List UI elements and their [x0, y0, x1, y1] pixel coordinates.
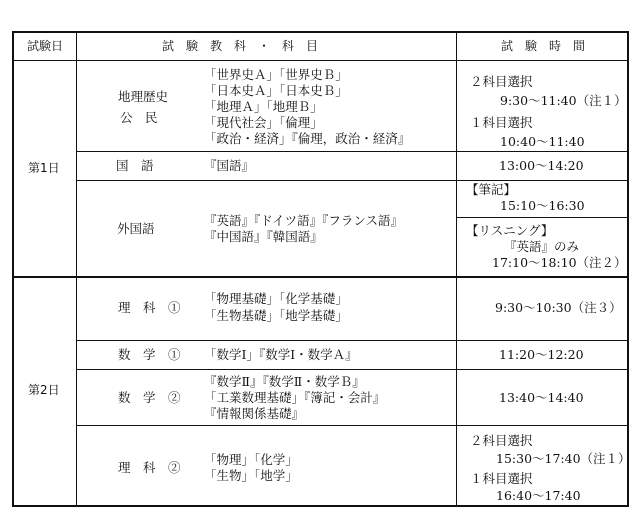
- time-option-label: ２科目選択: [470, 433, 533, 448]
- time-value: 15:10～16:30: [500, 198, 585, 213]
- time-option-label: 【筆記】: [466, 182, 517, 197]
- course-line: 「数学Ⅰ」『数学Ⅰ・数学Ａ』: [204, 347, 358, 362]
- column-divider-subject: [456, 33, 457, 505]
- time-value: 17:10～18:10（注２）: [492, 255, 627, 270]
- row-divider: [76, 369, 627, 370]
- column-divider-day: [76, 33, 77, 505]
- time-value: 13:40～14:40: [499, 390, 584, 405]
- exam-schedule-table: [12, 31, 629, 507]
- subject-label: 数 学 ②: [118, 390, 181, 405]
- header-subjects: 試 験 教 科 ・ 科 目: [162, 39, 319, 53]
- day-label-1: 第1日: [28, 161, 60, 175]
- course-line: 「地理Ａ」「地理Ｂ」: [204, 99, 323, 114]
- header-day: 試験日: [27, 39, 64, 53]
- time-value: 16:40～17:40: [496, 488, 581, 503]
- subject-label: 理 科 ②: [118, 460, 181, 475]
- course-line: 「生物基礎」「地学基礎」: [204, 308, 348, 323]
- row-divider: [76, 180, 627, 181]
- time-value: 13:00～14:20: [499, 158, 584, 173]
- time-value: 11:20～12:20: [499, 347, 584, 362]
- course-line: 「物理」「化学」: [204, 452, 298, 467]
- time-value: 9:30～11:40（注１）: [500, 93, 627, 108]
- course-line: 『中国語』『韓国語』: [204, 229, 323, 244]
- course-line: 『英語』『ドイツ語』『フランス語』: [204, 213, 404, 228]
- header-divider: [14, 60, 627, 61]
- course-line: 「現代社会」「倫理」: [204, 115, 323, 130]
- time-option-label: ２科目選択: [470, 74, 533, 89]
- time-value: 10:40～11:40: [500, 134, 585, 149]
- time-value: 9:30～10:30（注３）: [495, 300, 622, 315]
- course-line: 『国語』: [204, 158, 255, 173]
- time-value: 15:30～17:40（注１）: [496, 451, 631, 466]
- time-option-label: 【リスニング】: [466, 223, 554, 238]
- row-divider: [76, 425, 627, 426]
- row-divider: [76, 151, 627, 152]
- day-label-2: 第2日: [28, 383, 60, 397]
- subject-label: 国 語: [116, 158, 154, 173]
- subject-label: 公 民: [120, 110, 158, 125]
- course-line: 「政治・経済」『倫理，政治・経済』: [204, 131, 411, 146]
- course-line: 『情報関係基礎』: [204, 406, 305, 421]
- time-option-label: １科目選択: [470, 471, 533, 486]
- time-note: 『英語』のみ: [504, 239, 580, 254]
- time-option-label: １科目選択: [470, 115, 533, 130]
- subject-label: 数 学 ①: [118, 347, 181, 362]
- subject-label: 理 科 ①: [118, 300, 181, 315]
- course-line: 「生物」「地学」: [204, 468, 298, 483]
- course-line: 「世界史Ａ」「世界史Ｂ」: [204, 67, 348, 82]
- day-divider: [14, 276, 627, 278]
- course-line: 「物理基礎」「化学基礎」: [204, 291, 348, 306]
- course-line: 「工業数理基礎」『簿記・会計』: [204, 390, 386, 405]
- course-line: 「日本史Ａ」「日本史Ｂ」: [204, 83, 348, 98]
- header-time: 試 験 時 間: [501, 39, 586, 53]
- subject-label: 外国語: [117, 221, 155, 236]
- row-divider: [76, 340, 627, 341]
- row-divider: [456, 217, 627, 218]
- course-line: 『数学Ⅱ』『数学Ⅱ・数学Ｂ』: [204, 374, 365, 389]
- subject-label: 地理歴史: [118, 89, 169, 104]
